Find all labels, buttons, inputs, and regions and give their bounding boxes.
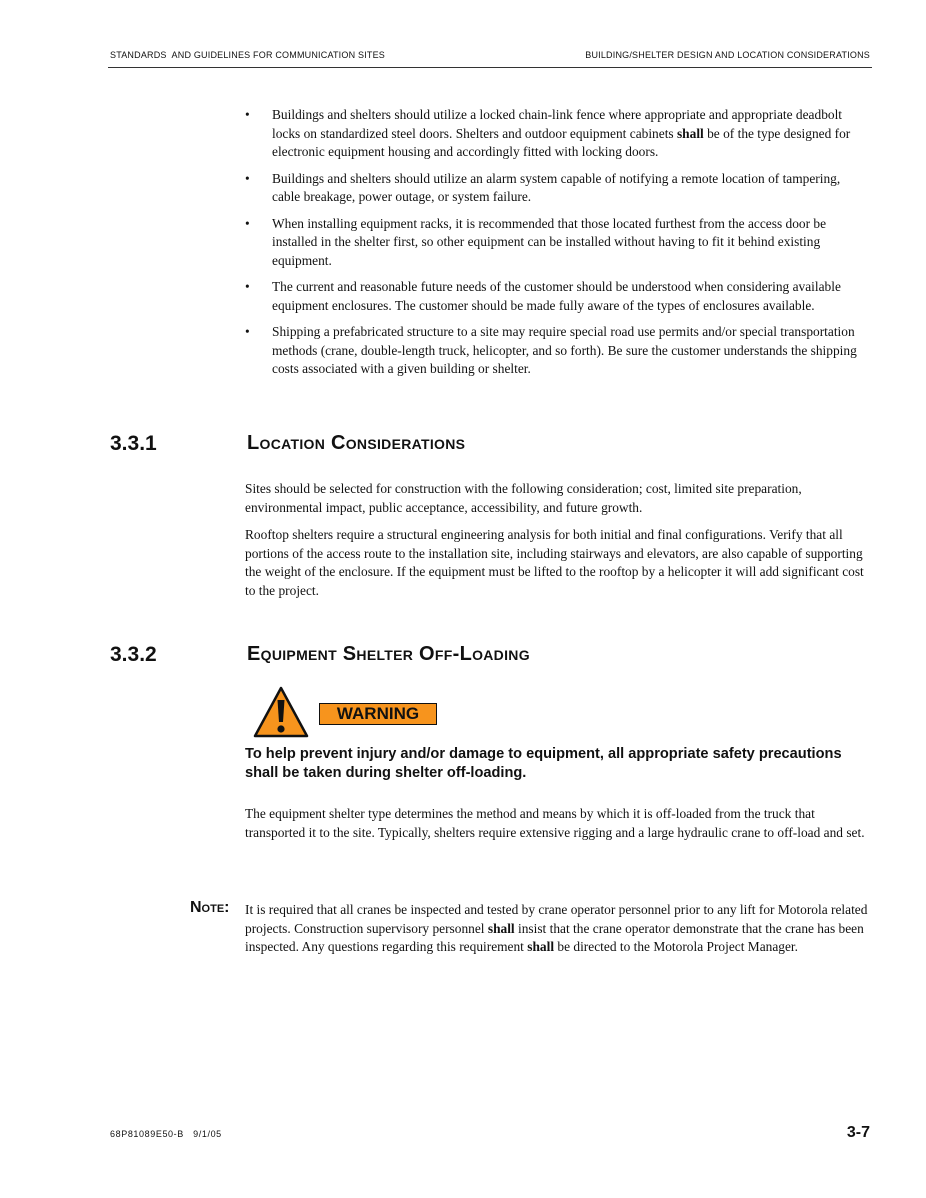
list-item: • The current and reasonable future needs of the customer should be understood when considering available equipment enclosures. The customer should be made fully aware of the types of enclosures available. [245,279,841,313]
note-label: Note: [190,899,230,916]
section-title: Equipment Shelter Off-Loading [247,643,530,665]
paragraph: Rooftop shelters require a structural engineering analysis for both initial and final configurations. Verify that all portions of the access route to the installation site, including stairways and elevators, are also capable of supporting the weight of the enclosure. If the equipment must be lifted to the rooftop by a helicopter it will add significant cost to the project. [245,527,864,598]
paragraph: Sites should be selected for construction with the following consideration; cost, limited site preparation, environmental impact, public acceptance, accessibility, and future growth. [245,481,802,515]
section-title: Location Considerations [247,432,466,454]
note-text: It is required that all cranes be inspected and tested by crane operator personnel prior to any lift for Motorola related projects. Construction supervisory personnel shall insist that the crane operator demonstrate that the crane has been inspected. Any questions regarding this requirement shall be directed to the Motorola Project Manager. [245,902,868,954]
list-item: • Buildings and shelters should utilize an alarm system capable of notifying a remote location of tampering, cable breakage, power outage, or system failure. [245,170,841,204]
list-item: • Shipping a prefabricated structure to a site may require special road use permits and/or special transportation methods (crane, double-length truck, helicopter, and so forth). Be sure the customer understands the shipping costs associated with a given building or shelter. [245,324,857,376]
paragraph: The equipment shelter type determines the method and means by which it is off-loaded from the truck that transported it to the site. Typically, shelters require extensive rigging and a large hydraulic crane to off-load and set. [245,806,865,840]
list-item: • When installing equipment racks, it is recommended that those located furthest from the access door be installed in the shelter first, so other equipment can be installed without having to fit it behind existing equipment. [245,215,827,268]
page-number: 3-7 [846,1124,870,1141]
section-number: 3.3.1 [110,432,157,455]
list-item: • Buildings and shelters should utilize a locked chain-link fence where appropriate and appropriate deadbolt locks on standardized steel doors. Shelters and outdoor equipment cabinets shall be of the type designed for electronic equipment housing and accordingly fitted with locking doors. [245,107,851,159]
bullet-list [245,106,870,387]
header-rule [108,67,872,68]
warning-box [253,686,443,738]
section-number: 3.3.2 [110,643,157,666]
footer-doc-id: 68P81089E50-B 9/1/05 [110,1129,222,1139]
header-left-title: STANDARDS AND GUIDELINES FOR COMMUNICATION SITES [110,50,385,60]
header-right-title: BUILDING/SHELTER DESIGN AND LOCATION CONSIDERATIONS [585,50,870,60]
warning-triangle-icon [253,686,309,738]
warning-label: WARNING [319,703,437,725]
warning-text: To help prevent injury and/or damage to equipment, all appropriate safety precautions shall be taken during shelter off-loading. [245,746,842,781]
